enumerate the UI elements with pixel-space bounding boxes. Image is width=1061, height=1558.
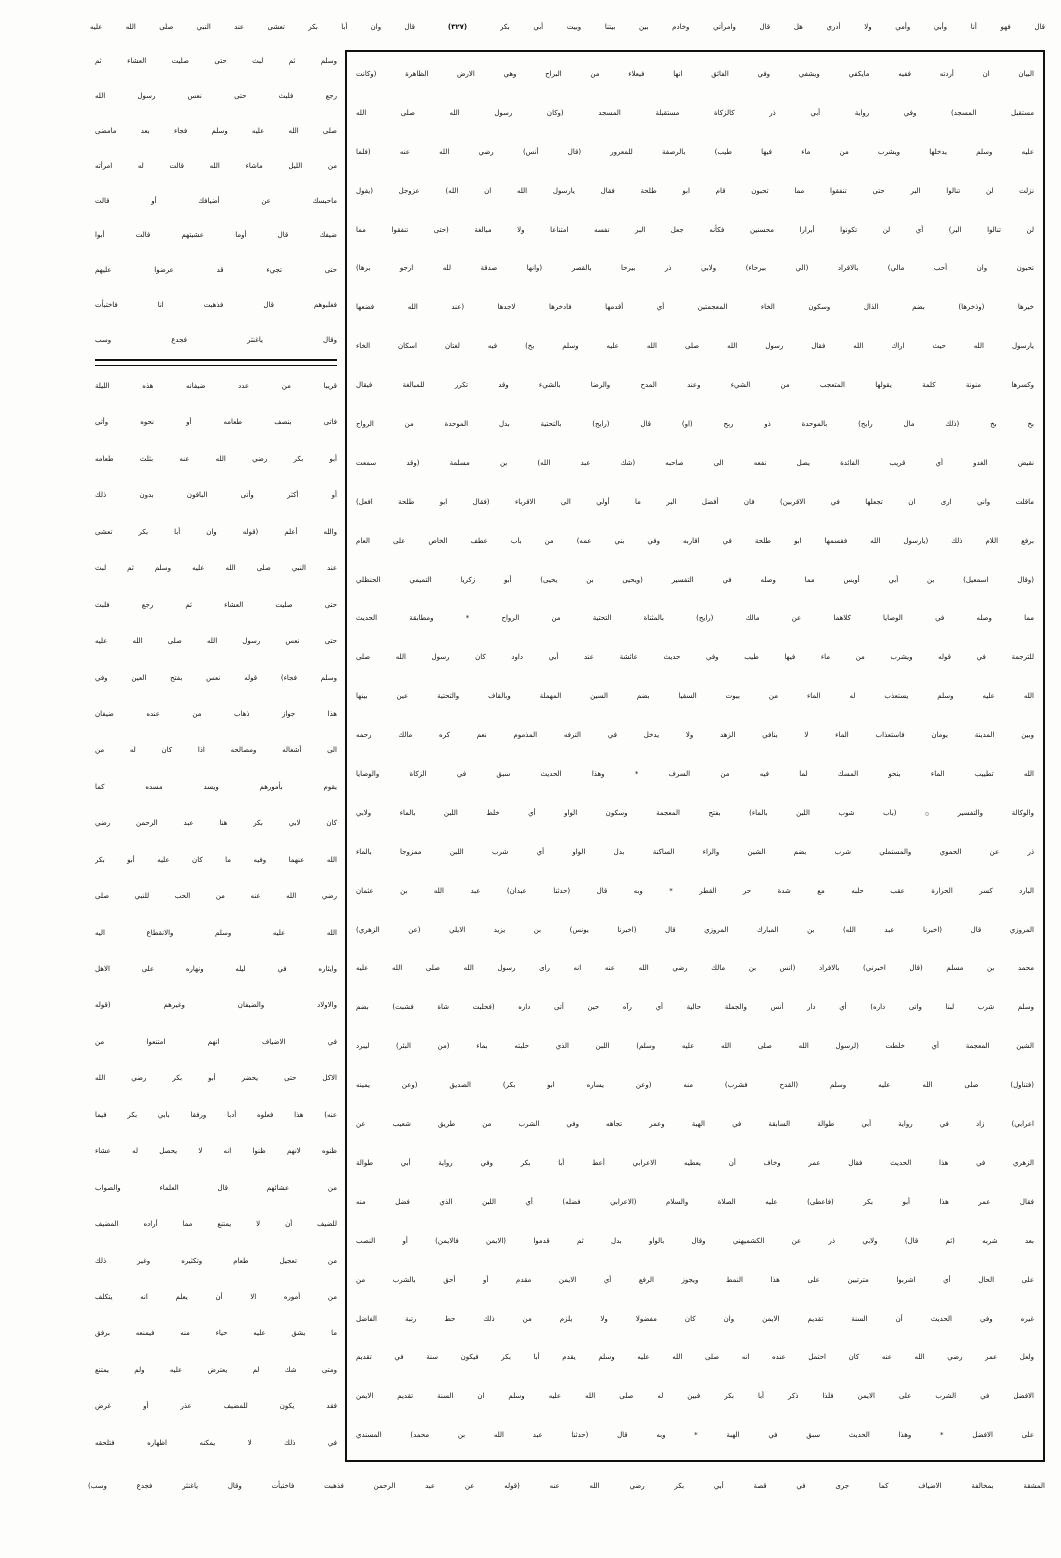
main-commentary-box (345, 50, 1045, 1462)
margin-text-line: الله عليه وسلم والانقطاع اليه (95, 928, 337, 937)
main-text-line: الله عليه وسلم يستعذب له الماء من بيوت السقيا بضم السين المهملة وبالقاف والتحتية عين بينها (356, 692, 1034, 701)
main-text-line: ماقلت واني ارى ان تجعلها في الاقربين) فان أفضل البر ما أولي الى الاقرباء (فقال ابو طلحة افعل) (356, 497, 1034, 506)
page-header (90, 8, 1045, 46)
main-text-line: وكسرها منونة كلمة يقولها المتعجب من الشيء وعند المدح والرضا بالشيء وقد تكرر للمبالغة فيقال (356, 381, 1034, 390)
main-text-line: وسلم شرب لبنا واتى داره) أي دار أنس والجملة حالية أي رآه حين أتى داره (فحلبت شاة فشبت) بضم (356, 1003, 1034, 1012)
main-text-line: عليه وسلم يدخلها ويشرب من ماء فيها طيب) بالرصفة للمعرور (قال أنس) رضي الله عنه (فلما (356, 147, 1034, 156)
margin-text-line: الى أشغاله ومصالحه اذا كان له من (95, 746, 337, 755)
margin-text-line: للضيف أن لا يمتنع مما أراده المضيف (95, 1220, 337, 1229)
margin-text-line: من أموره الا أن يعلم انه يتكلف (95, 1292, 337, 1301)
main-text-line: الشين المعجمة أي خلطت (لرسول الله صلى الله عليه وسلم) اللبن الذي حلبته بماء (من البئر) ليبرد (356, 1042, 1034, 1051)
margin-divider (95, 359, 337, 366)
main-text-line: مما وصله في الوصايا كلاهما عن مالك (رايح) بالمثناة التحتية من الرواح * ومطابقة الحديث (356, 614, 1034, 623)
margin-text-line: صلى الله عليه وسلم فجاء بعد مامضى (95, 126, 337, 135)
margin-column-upper (95, 44, 337, 358)
margin-text-line: والاولاد والضيفان وغيرهم (قوله (95, 1001, 337, 1010)
main-text-line: بخ بخ (ذلك مال رابح) بالموحدة ذو ربح (او) قال (رايح) بالتحتية بدل الموحدة من الرواح (356, 420, 1034, 429)
margin-text-line: في الاضياف انهم امتنعوا من (95, 1037, 337, 1046)
margin-text-line: حتى تجيء قد عرضوا عليهم (95, 266, 337, 275)
main-text-line: البيان ان أردته ففيه مايكفي ويشفي وفي الفائق انها فيعلاء من البراح وهي الارض الظاهرة (وكانت (356, 70, 1034, 78)
main-text-line: الافضل في الشرب على الايمن فلذا ذكر أبا بكر فبين له صلى الله عليه وسلم ان السنة تقديم الايمن (356, 1392, 1034, 1401)
main-text-line: على الحال أي اشربوا مترتبين على هذا النمط ويجوز الرفع أي الايمن مقدم أو أحق بالشرب من (356, 1275, 1034, 1284)
margin-text-line: وسلم ثم لبث حتى صليت العشاء ثم (95, 57, 337, 65)
margin-text-line: رجع فلبث حتى نعس رسول الله (95, 91, 337, 100)
main-text-line: برفع اللام ذلك (يارسول الله فقسمها ابو طلحة في اقاربه وفي بني عمه) من باب عطف الخاص على العام (356, 536, 1034, 545)
main-text-line: (وقال اسمعيل) بن أبي أويس مما وصله في التفسير (ويحيى بن يحيى) أبو زكريا التميمي الحنظلي (356, 575, 1034, 584)
margin-text-line: ضيفك قال أوما عشيتهم قالت أبوا (95, 231, 337, 240)
margin-text-line: والله أعلم (قوله وان أبا بكر تعشى (95, 527, 337, 536)
main-text-line: ولعل عمر رضي الله عنه كان احتمل عنده انه صلى الله عليه وسلم يقدم أبا بكر فيكون سنة في تقديم (356, 1353, 1034, 1362)
margin-text-line: ما يشق عليه حياء منه فيمنعه برفق (95, 1329, 337, 1338)
margin-text-line: فغلبوهم قال فذهبت انا فاختبأت (95, 301, 337, 310)
main-text-line: نزلت لن تنالوا البر حتى تنفقوا مما تحبون قام ابو طلحة فقال يارسول الله ان الله) عزوجل (يقول (356, 186, 1034, 195)
main-text-line: لن تنالوا البر) أي لن تكونوا أبرارا محسنين فكأنه جعل البر نفسه امتناعا ولا مبالغة (حتى تنفقوا مما (356, 225, 1034, 234)
margin-text-line: أو أكثر وأتى الباقون بدون ذلك (95, 491, 337, 500)
margin-text-line: الاكل حتى يحضر أبو بكر رضي الله (95, 1074, 337, 1083)
margin-text-line: ومتى شك لم يعترض عليه ولم يمتنع (95, 1365, 337, 1374)
margin-text-line: عند النبي صلى الله عليه وسلم ثم لبث (95, 564, 337, 573)
margin-text-line: كان لابي بكر هنا عبد الرحمن رضي (95, 819, 337, 828)
main-text-line: محمد بن مسلم (قال اخبرني) بالافراد (انس بن مالك رضي الله عنه انه راى رسول الله صلى الله عليه (356, 964, 1034, 973)
margin-text-line: ماحبسك عن أضيافك أو قالت (95, 196, 337, 205)
margin-column-lower (95, 368, 337, 1462)
main-text-line: على الافضل * وهذا الحديث سبق في الهبة * وبه قال (حدثنا عبد الله بن محمد) المسندي (356, 1431, 1034, 1440)
main-text-line: الزهري في هذا الحديث فقال عمر وخاف أن يعطيه الاعرابي أعط أبا بكر وفي رواية أبي طوالة (356, 1158, 1034, 1167)
main-text-line: بعد شربه (ثم قال) ولابي ذر عن الكشميهني وقال بالواو بدل ثم قدموا (الايمن فالايمن) أو النصب (356, 1236, 1034, 1245)
main-text-line: للترجمة في قوله ويشرب من ماء فيها طيب وفي حديث عائشة عند أبي داود كان رسول الله صلى (356, 653, 1034, 662)
main-text-line: تحبون وان أحب مالي) بالافراد (الي بيرحاء) ولابي ذر بيرحا بالقصر (وانها صدقة لله ارجو برها) (356, 264, 1034, 273)
margin-text-line: قريبا من عدد ضيفانه هذه الليلة (95, 382, 337, 390)
margin-text-line: حتى نعس رسول الله صلى الله عليه (95, 637, 337, 646)
main-text-line: غيره وفي الحديث أن السنة تقديم الايمن وان كان مفضولا ولا يلزم من ذلك حط رتبة الفاضل (356, 1314, 1034, 1323)
margin-text-line: أبو بكر رضي الله عنه بثلث طعامه (95, 454, 337, 463)
main-text-line: خيرها (وذخرها) بضم الذال وسكون الخاء المعجمتين أي أقدمها فادخرها لاجدها (عند الله فضعها (356, 303, 1034, 312)
main-text-line: والوكالة والتفسير ۞ (باب شوب اللبن بالماء) بفتح المعجمة وسكون الواو أي خلط اللبن بالماء ولابي (356, 808, 1034, 817)
bottom-margin-line: المشقة بمخالفة الاضياف كما جرى في قصة أبي بكر رضي الله عنه (قوله عن عبد الرحمن فذهبت فاختبأت وقال ياغنثر فجدع وسب) (88, 1482, 1045, 1490)
margin-text-line: عنه) هذا فعلوه أدبا ورفقا بابي بكر فيما (95, 1110, 337, 1119)
main-text-line: المروزي قال (اخبرنا عبد الله) بن المبارك المروزي قال (اخبرنا يونس) بن يزيد الايلي (عن الزهري) (356, 925, 1034, 934)
margin-text-line: من الليل ماشاء الله قالت له امرأته (95, 161, 337, 170)
main-text-line: فقال عمر هذا أبو بكر (فاعطى) عليه الصلاة والسلام (الاعرابي فضله) أي اللبن الذي فضل منه (356, 1197, 1034, 1206)
main-text-line: وبين المدينة يومان فاستعذاب الماء لا ينافي الزهد ولا يدخل في الترفه المذموم نعم كره مالك رحمه (356, 731, 1034, 740)
main-text-line: ذر عن الحموي والمستملي شرب بضم الشين والراء الساكنة بدل الواو أي شرب اللبن ممزوجا بالماء (356, 847, 1034, 856)
margin-text-line: الله عنهما وفيه ما كان عليه أبو بكر (95, 855, 337, 864)
main-text-line: مستقبل المسجد) وفي رواية أبي ذر كالزكاة مستقبلة المسجد (وكان رسول الله صلى الله (356, 108, 1034, 117)
margin-text-line: حتى صليت العشاء ثم رجع فلبث (95, 600, 337, 609)
margin-text-line: وايثاره في ليله ونهاره على الاهل (95, 965, 337, 973)
margin-text-line: هذا جواز ذهاب من عنده ضيفان (95, 709, 337, 718)
margin-text-line: رضي الله عنه من الحب للنبي صلى (95, 892, 337, 901)
margin-text-line: وسلم فجاء) قوله نعس بفتح العين وفي (95, 673, 337, 682)
margin-text-line: وقال ياغنثر فجدع وسب (95, 336, 337, 345)
header-margin-text-left: قال وان أبا بكر تعشى عند النبي صلى الله عليه (90, 23, 415, 31)
main-text-line: يارسول الله حيث اراك الله فقال رسول الله صلى الله عليه وسلم بخ) فيه لغتان اسكان الخاء (356, 342, 1034, 351)
margin-text-line: فاتى بنصف طعامه أو نحوه وأتى (95, 418, 337, 427)
margin-text-line: ظنوه لانهم ظنوا انه لا يحصل له عشاء (95, 1147, 337, 1156)
main-text-line: الله تطييب الماء بنحو المسك لما فيه من السرف * وهذا الحديث سبق في الزكاة والوصايا (356, 770, 1034, 779)
header-margin-text-right: قال فهو أنا وأبي وأمي ولا أدري هل قال وامرأتي وخادم بين بيتنا وبيت أبي بكر (500, 23, 1045, 31)
main-text-line: نقيض الغدو أي قريب الفائدة يصل نفعه الى صاحبه (شك عبد الله) بن مسلمة (وقد سمعت (356, 458, 1034, 467)
margin-text-line: من تعجيل طعام وتكثيره وغير ذلك (95, 1256, 337, 1265)
margin-text-line: فقد يكون للمضيف عذر أو غرض (95, 1402, 337, 1411)
margin-text-line: من عشائهم قال العلماء والصواب (95, 1183, 337, 1192)
main-text-line: (فتناول) صلى الله عليه وسلم (القدح فشرب) منه (وعن يساره ابو بكر) الصديق (وعن يمينه (356, 1081, 1034, 1090)
main-text-line: اعرابي) زاد في رواية أبي طوالة السابقة في الهبة وعمر تجاهه وفي الشرب من طريق شعيب عن (356, 1120, 1034, 1129)
margin-text-line: في ذلك لا يمكنه اظهاره فتلحقه (95, 1438, 337, 1447)
page-number: (٣٢٧) (447, 23, 468, 31)
margin-text-line: يقوم بأمورهم ويسد مسده كما (95, 782, 337, 791)
main-text-line: البارد كسر الحرارة عقب حلبه مع شدة حر القطر * وبه قال (حدثنا عبدان) عبد الله بن عثمان (356, 886, 1034, 895)
